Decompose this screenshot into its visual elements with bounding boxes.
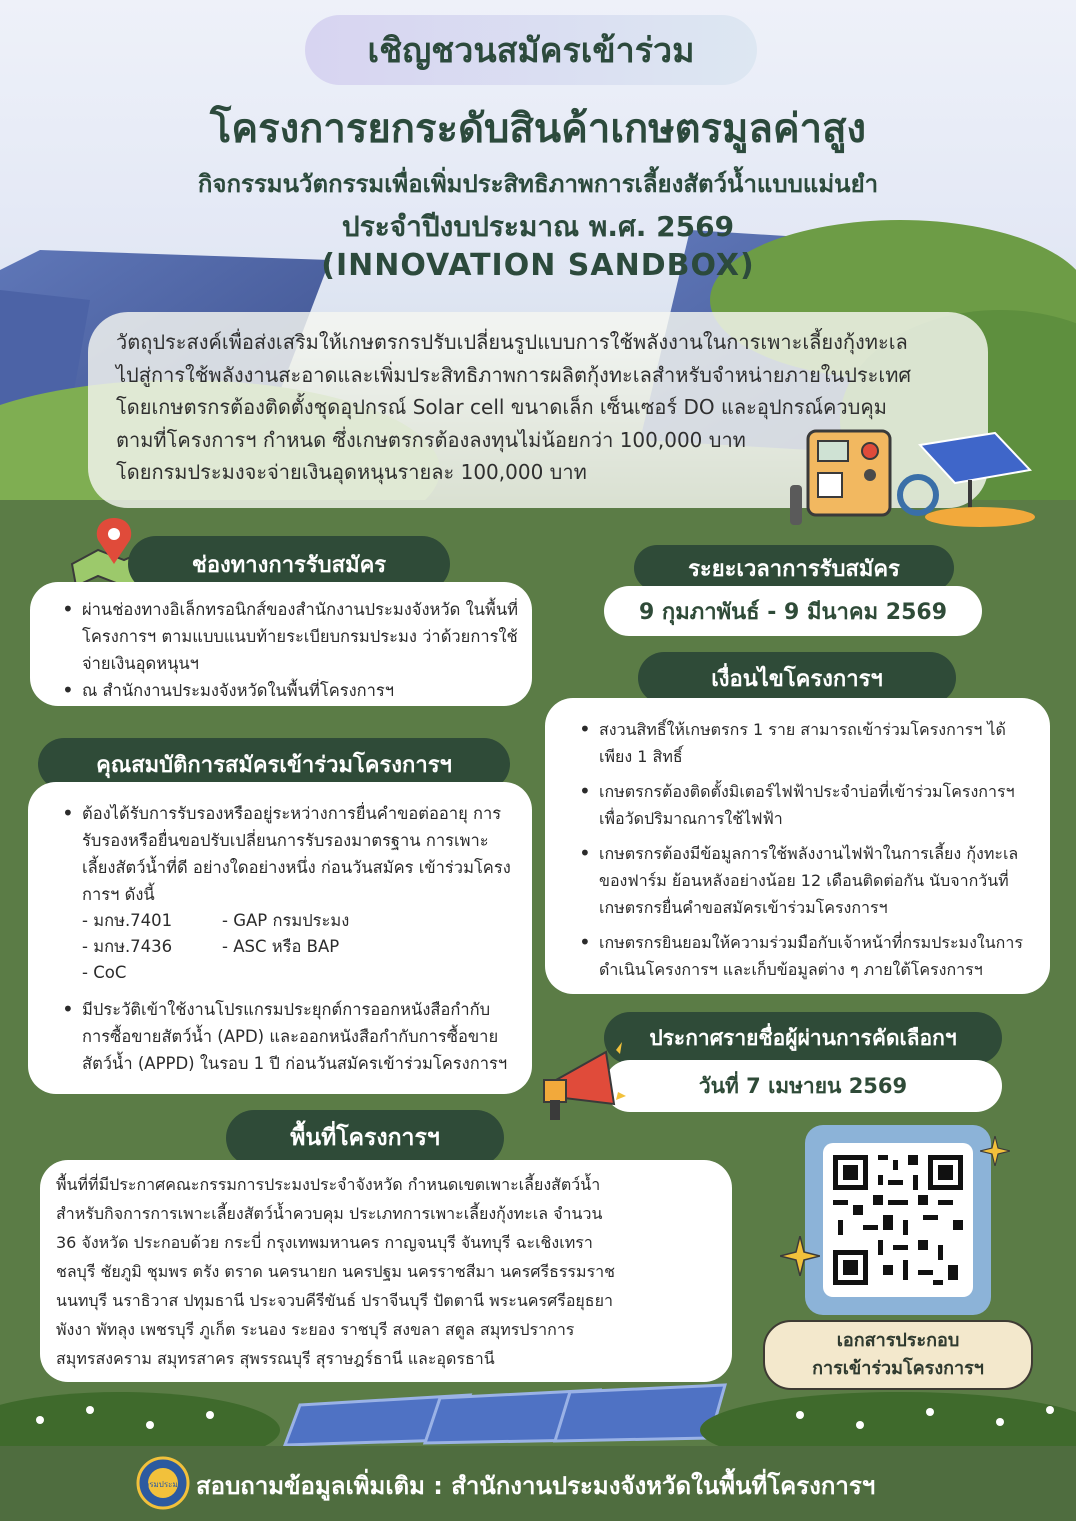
logo-text: กรมประมง <box>144 1480 182 1489</box>
standard-item: - มกษ.7436 <box>82 937 173 956</box>
star-icon <box>980 1136 1010 1166</box>
qualification-text: ต้องได้รับการรับรองหรืออยู่ระหว่างการยื่นคำขอต่ออายุ การรับรองหรือยื่นขอปรับเปลี่ยนการรับรองมาตรฐาน การเพาะเลี้ยงสัตว์น้ำที่ดี อย่างใดอย่างหนึ่ง ก่อนวันสมัคร เข้าร่วมโครงการฯ ดังนี้ <box>82 804 511 904</box>
activity-title: กิจกรรมนวัตกรรมเพื่อเพิ่มประสิทธิภาพการเลี้ยงสัตว์น้ำแบบแม่นยำ <box>197 170 879 198</box>
condition-item: • เกษตรกรต้องติดตั้งมิเตอร์ไฟฟ้าประจำบ่อที่เข้าร่วมโครงการฯ เพื่อวัดปริมาณการใช้ไฟฟ้า <box>599 778 1038 832</box>
condition-item: • สงวนสิทธิ์ให้เกษตรกร 1 ราย สามารถเข้าร่วมโครงการฯ ได้เพียง 1 สิทธิ์ <box>599 716 1038 770</box>
channels-heading: ช่องทางการรับสมัคร <box>128 536 450 592</box>
area-line: สมุทรสงคราม สมุทรสาคร สุพรรณบุรี สุราษฎร์ธานี และอุดรธานี <box>56 1349 495 1368</box>
standard-item: - CoC <box>82 963 127 982</box>
objective-line: วัตถุประสงค์เพื่อส่งเสริมให้เกษตรกรปรับเปลี่ยนรูปแบบการใช้พลังงานในการเพาะเลี้ยงกุ้งทะเล <box>116 330 908 354</box>
objective-line: โดยเกษตรกรต้องติดตั้งชุดอุปกรณ์ Solar cell ขนาดเล็ก เซ็นเซอร์ DO และอุปกรณ์ควบคุม <box>116 395 887 419</box>
qualifications-card <box>28 782 532 1094</box>
objective-line: ไปสู่การใช้พลังงานสะอาดและเพิ่มประสิทธิภาพการผลิตกุ้งทะเลสำหรับจำหน่ายภายในประเทศ <box>116 362 912 387</box>
area-line: สำหรับกิจการการเพาะเลี้ยงสัตว์น้ำควบคุม ประเภทการเพาะเลี้ยงกุ้งทะเล จำนวน <box>56 1204 603 1223</box>
period-heading: ระยะเวลาการรับสมัคร <box>634 545 954 591</box>
area-card <box>40 1160 732 1382</box>
fiscal-year: ประจำปีงบประมาณ พ.ศ. 2569 <box>341 210 735 243</box>
qr-label <box>763 1320 1033 1390</box>
qr-code-icon <box>823 1143 973 1297</box>
area-line: ชลบุรี ชัยภูมิ ชุมพร ตรัง ตราด นครนายก นครปฐม นครราชสีมา นครศรีธรรมราช <box>56 1262 616 1281</box>
area-line: นนทบุรี นราธิวาส ปทุมธานี ประจวบคีรีขันธ์ ปราจีนบุรี ปัตตานี พระนครศรีอยุธยา <box>56 1291 613 1310</box>
channel-item: • ณ สำนักงานประมงจังหวัดในพื้นที่โครงการฯ <box>82 677 518 704</box>
area-heading: พื้นที่โครงการฯ <box>226 1110 504 1166</box>
standard-item: - GAP กรมประมง <box>222 911 350 930</box>
conditions-card <box>545 698 1050 994</box>
condition-item: • เกษตรกรต้องมีข้อมูลการใช้พลังงานไฟฟ้าในการเลี้ยง กุ้งทะเลของฟาร์ม ย้อนหลังอย่างน้อย 12 เดือนติดต่อกัน นับจากวันที่เกษตรกรยื่นคำขอสมัครเข้าร่วมโครงการฯ <box>599 840 1038 921</box>
objective-line: ตามที่โครงการฯ กำหนด ซึ่งเกษตรกรต้องลงทุนไม่น้อยกว่า 100,000 บาท <box>116 427 746 452</box>
area-line: 36 จังหวัด ประกอบด้วย กระบี่ กรุงเทพมหานคร กาญจนบุรี จันทบุรี ฉะเชิงเทรา <box>56 1233 593 1252</box>
condition-item: • เกษตรกรยินยอมให้ความร่วมมือกับเจ้าหน้าที่กรมประมงในการ ดำเนินโครงการฯ และเก็บข้อมูลต่าง ๆ ภายใต้โครงการฯ <box>599 929 1038 983</box>
area-line: พื้นที่ที่มีประกาศคณะกรรมการประมงประจำจังหวัด กำหนดเขตเพาะเลี้ยงสัตว์น้ำ <box>56 1175 601 1194</box>
department-of-fisheries-logo <box>136 1456 190 1510</box>
contact-info: สอบถามข้อมูลเพิ่มเติม : สำนักงานประมงจังหวัดในพื้นที่โครงการฯ <box>196 1472 876 1500</box>
objective-line: โดยกรมประมงจะจ่ายเงินอุดหนุนรายละ 100,000 บาท <box>116 460 587 484</box>
qr-label-line: เอกสารประกอบ <box>836 1330 960 1351</box>
channels-card <box>30 582 532 706</box>
qualification-item <box>82 800 520 986</box>
megaphone-icon <box>536 1040 626 1126</box>
conditions-heading: เงื่อนไขโครงการฯ <box>638 652 956 704</box>
qualifications-heading: คุณสมบัติการสมัครเข้าร่วมโครงการฯ <box>38 738 510 790</box>
qr-code[interactable] <box>823 1143 973 1297</box>
standards-list <box>82 908 520 986</box>
announcement-date: วันที่ 7 เมษายน 2569 <box>604 1060 1002 1112</box>
qr-label-line: การเข้าร่วมโครงการฯ <box>812 1358 984 1379</box>
project-title: โครงการยกระดับสินค้าเกษตรมูลค่าสูง <box>209 106 867 152</box>
channel-item: • ผ่านช่องทางอิเล็กทรอนิกส์ของสำนักงานประมงจังหวัด ในพื้นที่โครงการฯ ตามแบบแนบท้ายระเบียบกรมประมง ว่าด้วยการใช้จ่ายเงินอุดหนุนฯ <box>82 596 518 677</box>
star-icon <box>780 1236 820 1276</box>
invite-pill: เชิญชวนสมัครเข้าร่วม <box>305 15 757 85</box>
announcement-heading: ประกาศรายชื่อผู้ผ่านการคัดเลือกฯ <box>604 1012 1002 1064</box>
sandbox-label: (INNOVATION SANDBOX) <box>321 248 755 283</box>
standard-item: - มกษ.7401 <box>82 911 173 930</box>
period-dates: 9 กุมภาพันธ์ - 9 มีนาคม 2569 <box>604 586 982 636</box>
solar-equipment-illustration <box>790 425 1040 530</box>
area-line: พังงา พัทลุง เพชรบุรี ภูเก็ต ระนอง ระยอง ราชบุรี สงขลา สตูล สมุทรปราการ <box>56 1320 575 1339</box>
standard-item: - ASC หรือ BAP <box>222 937 340 956</box>
qualification-item: • มีประวัติเข้าใช้งานโปรแกรมประยุกต์การออกหนังสือกำกับ การซื้อขายสัตว์น้ำ (APD) และออกหนังสือกำกับการซื้อขาย สัตว์น้ำ (APPD) ในรอบ 1 ปี ก่อนวันสมัครเข้าร่วมโครงการฯ <box>82 996 520 1077</box>
